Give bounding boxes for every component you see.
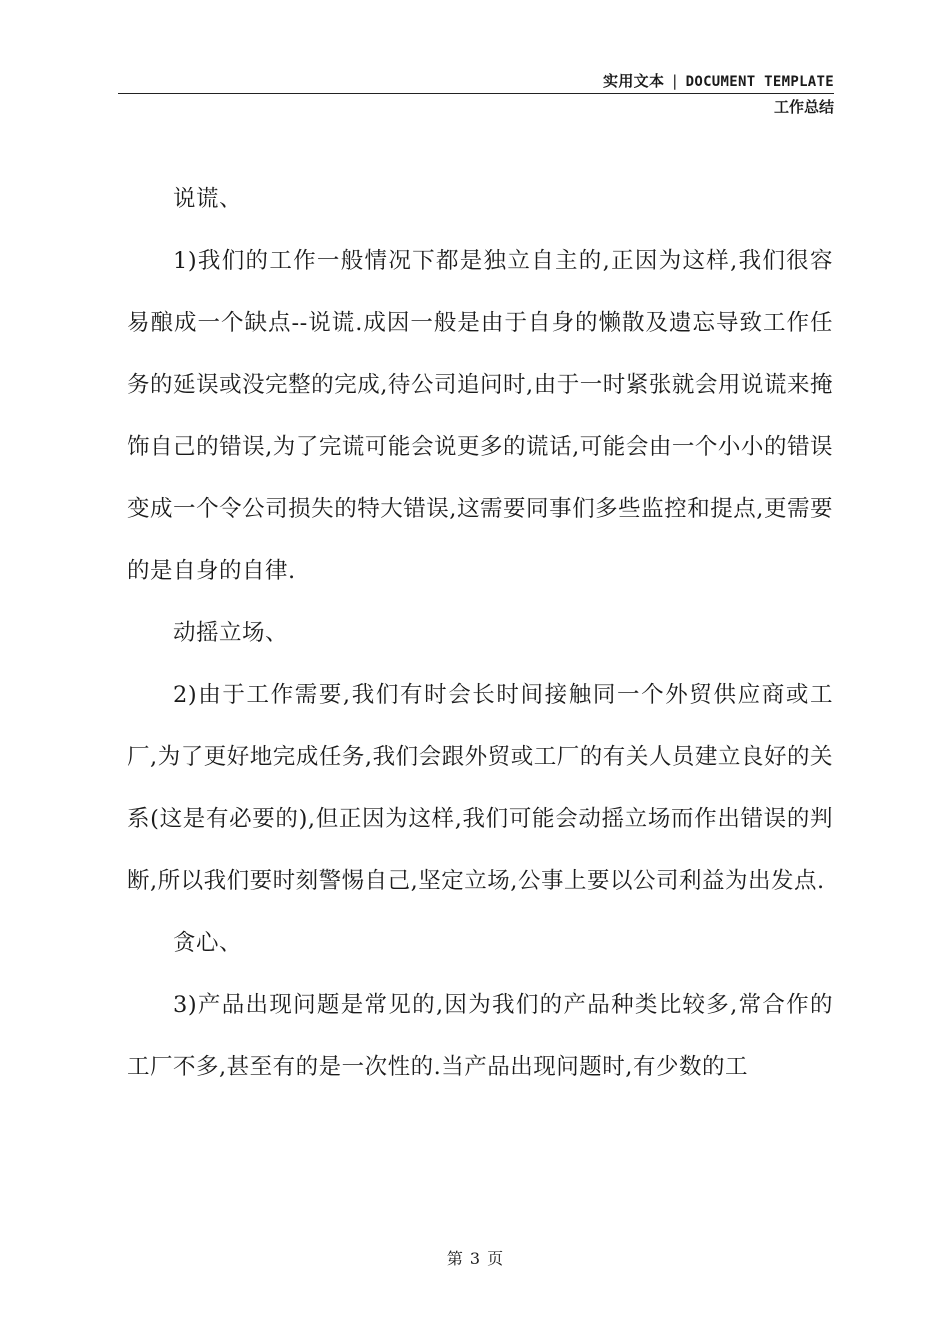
- document-body: [127, 168, 833, 1098]
- section-heading: 说谎、: [173, 186, 243, 212]
- header-category-en: DOCUMENT TEMPLATE: [685, 74, 834, 90]
- header-divider: [118, 93, 834, 94]
- section-heading: 动摇立场、: [173, 620, 289, 646]
- section-heading: 贪心、: [173, 930, 243, 956]
- page-label-prefix: 第: [446, 1249, 463, 1268]
- header-subtitle: 工作总结: [773, 98, 834, 116]
- page-number: 3: [469, 1249, 481, 1268]
- section-paragraph: 1)我们的工作一般情况下都是独立自主的,正因为这样,我们很容易酿成一个缺点--说谎.成因一般是由于自身的懒散及遗忘导致工作任务的延误或没完整的完成,待公司追问时,由于一时紧张就会用说谎来掩饰自己的错误,为了完谎可能会说更多的谎话,可能会由一个小小的错误变成一个令公司损失的特大错误,这需要同事们多些监控和提点,更需要的是自身的自律.: [127, 248, 833, 584]
- header-category-cn: 实用文本: [603, 72, 665, 90]
- section-paragraph: 2)由于工作需要,我们有时会长时间接触同一个外贸供应商或工厂,为了更好地完成任务,我们会跟外贸或工厂的有关人员建立良好的关系(这是有必要的),但正因为这样,我们可能会动摇立场而作出错误的判断,所以我们要时刻警惕自己,坚定立场,公事上要以公司利益为出发点.: [127, 682, 833, 894]
- page-footer: [0, 1248, 950, 1270]
- section-paragraph: 3)产品出现问题是常见的,因为我们的产品种类比较多,常合作的工厂不多,甚至有的是一次性的.当产品出现问题时,有少数的工: [127, 992, 833, 1080]
- header-title-line: [118, 70, 834, 92]
- header-separator: |: [672, 72, 678, 90]
- page-label-suffix: 页: [487, 1249, 504, 1268]
- page-header: [118, 70, 834, 118]
